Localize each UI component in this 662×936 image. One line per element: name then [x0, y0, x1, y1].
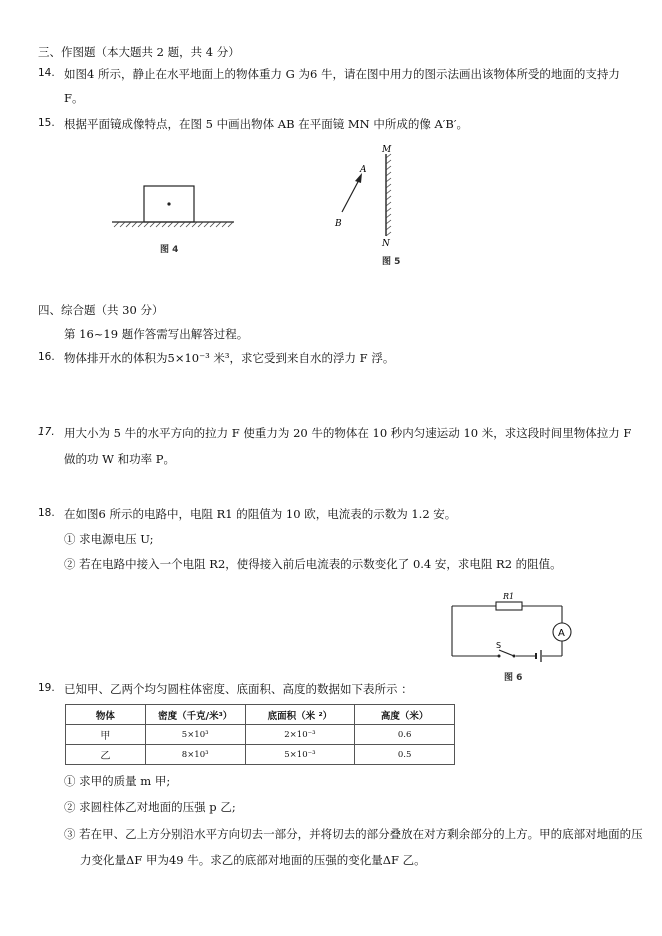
q14-text-line1: 如图4 所示，静止在水平地面上的物体重力 G 为6 牛，请在图中用力的图示法画出该物体所受的地面的支持力 — [64, 67, 620, 81]
table-cell: 甲 — [66, 725, 146, 745]
table-cell: 5×10⁻³ — [245, 745, 355, 765]
object-ab-line — [342, 178, 360, 212]
table-cell: 0.6 — [355, 725, 455, 745]
table-cell: 0.5 — [355, 745, 455, 765]
table-row — [66, 745, 455, 765]
table-cell: 8×10³ — [145, 745, 245, 765]
q17-text-line1: 用大小为 5 牛的水平方向的拉力 F 使重力为 20 牛的物体在 10 秒内匀速运动 10 米，求这段时间里物体拉力 F — [64, 426, 632, 440]
q14-text-line2: F。 — [64, 91, 84, 105]
q18-number: 18. — [38, 507, 55, 519]
figure-6-circuit — [444, 590, 574, 665]
label-n: N — [382, 239, 390, 249]
label-a: A — [360, 165, 367, 175]
q17-number: 17. — [38, 426, 55, 438]
q19-text: 已知甲、乙两个均匀圆柱体密度、底面积、高度的数据如下表所示 ： — [64, 682, 413, 696]
mirror-hatching — [386, 154, 391, 236]
ammeter-label: A — [558, 628, 565, 639]
q18-sub1: ① 求电源电压 U; — [64, 532, 154, 546]
table-header: 底面积（米 ²） — [245, 705, 355, 725]
q19-data-table — [65, 704, 455, 765]
q16-text: 物体排开水的体积为5×10⁻³ 米³，求它受到来自水的浮力 F 浮。 — [64, 351, 395, 365]
label-m: M — [382, 145, 392, 155]
figure-5-caption: 图 5 — [382, 257, 401, 267]
switch-s — [499, 650, 514, 656]
q16-number: 16. — [38, 351, 55, 363]
table-header-row — [66, 705, 455, 725]
table-cell: 2×10⁻³ — [245, 725, 355, 745]
figure-5-diagram — [328, 142, 408, 254]
figure-4-diagram — [108, 178, 258, 238]
q19-sub1: ① 求甲的质量 m 甲; — [64, 774, 171, 788]
table-cell: 乙 — [66, 745, 146, 765]
table-cell: 5×10³ — [145, 725, 245, 745]
center-point — [167, 202, 170, 205]
table-header: 物体 — [66, 705, 146, 725]
q14-number: 14. — [38, 67, 55, 79]
q18-text: 在如图6 所示的电路中，电阻 R1 的阻值为 10 欧，电流表的示数为 1.2 安。 — [64, 507, 457, 521]
figure-4-caption: 图 4 — [160, 245, 179, 255]
label-r1: R1 — [503, 592, 515, 601]
section-3-title: 三、作图题（本大题共 2 题，共 4 分） — [38, 45, 240, 59]
q19-sub3-line2: 力变化量ΔF 甲为49 牛。求乙的底部对地面的压强的变化量ΔF 乙。 — [80, 853, 426, 867]
figure-6-caption: 图 6 — [504, 673, 523, 683]
q19-sub3-line1: ③ 若在甲、乙上方分别沿水平方向切去一部分，并将切去的部分叠放在对方剩余部分的上方。甲的底部对地面的压 — [64, 827, 643, 841]
q15-text: 根据平面镜成像特点，在图 5 中画出物体 AB 在平面镜 MN 中所成的像 A′B′。 — [64, 117, 468, 131]
table-row — [66, 725, 455, 745]
resistor-r1 — [496, 602, 522, 610]
q19-sub2: ② 求圆柱体乙对地面的压强 p 乙; — [64, 800, 236, 814]
q15-number: 15. — [38, 117, 55, 129]
section-4-title: 四、综合题（共 30 分） — [38, 303, 164, 317]
label-b: B — [335, 219, 342, 229]
q17-text-line2: 做的功 W 和功率 P。 — [64, 452, 176, 466]
q18-sub2: ② 若在电路中接入一个电阻 R2，使得接入前后电流表的示数变化了 0.4 安，求电阻 R2 的阻值。 — [64, 557, 562, 571]
section-4-note: 第 16~19 题作答需写出解答过程。 — [64, 327, 249, 341]
label-s: S — [496, 641, 502, 650]
ground-hatching — [114, 222, 233, 227]
q19-number: 19. — [38, 682, 55, 694]
table-header: 高度（米） — [355, 705, 455, 725]
table-header: 密度（千克/米³） — [145, 705, 245, 725]
